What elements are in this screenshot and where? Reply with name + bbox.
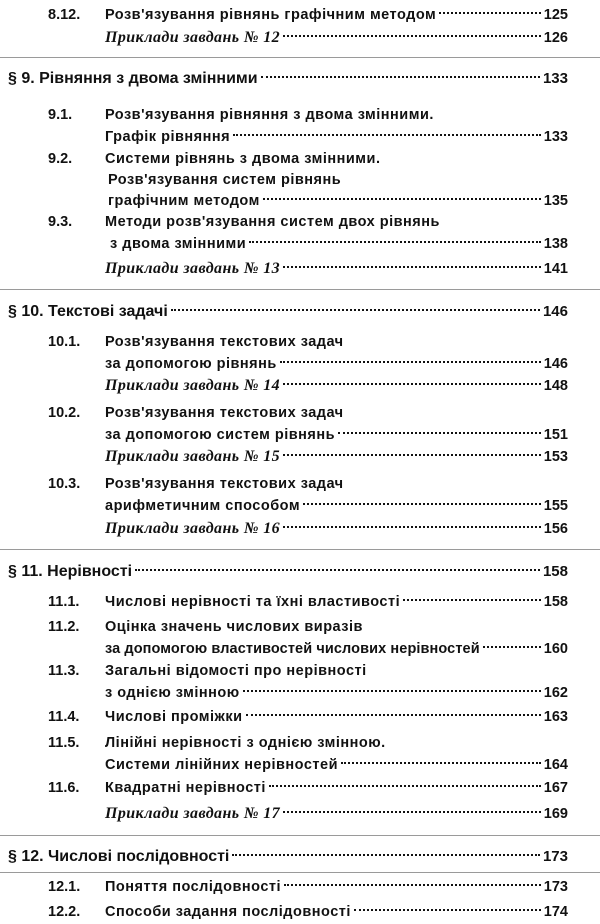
entry-number: 9.3. (48, 214, 73, 230)
entry-number: 11.2. (48, 619, 80, 635)
entry-page: 173 (543, 879, 568, 895)
entry-page: 162 (543, 685, 568, 701)
entry-page: 174 (543, 904, 568, 920)
dot-leader (284, 884, 541, 886)
entry-title-line-2: за допомогою властивостей числових нерівностей (105, 641, 480, 657)
dot-leader (483, 646, 541, 648)
entry-title-line-2: з однією змінною (105, 685, 240, 701)
entry-number: 11.3. (48, 663, 80, 679)
entry-title-line-1: Розв'язування текстових задач (105, 405, 344, 421)
entry-page: 164 (543, 757, 568, 773)
dot-leader (280, 361, 541, 363)
entry-title-line-1: Розв'язування текстових задач (105, 476, 344, 492)
entry-page: 169 (543, 806, 568, 822)
entry-title-line-1: Системи рівнянь з двома змінними. (105, 151, 381, 167)
entry-title-line-1: Лінійні нерівності з однією змінною. (105, 735, 386, 751)
section-divider (0, 872, 600, 873)
entry-title-line-2: за допомогою систем рівнянь (105, 427, 336, 443)
dot-leader (283, 811, 541, 813)
section-title: § 11. Нерівності (8, 563, 133, 580)
entry-page: 126 (543, 30, 568, 46)
entry-page: 125 (543, 7, 568, 23)
dot-leader (283, 526, 541, 528)
dot-leader (232, 854, 540, 856)
entry-page: 155 (543, 498, 568, 514)
examples-title: Приклади завдань № 13 (105, 260, 281, 277)
entry-title-line-1: Розв'язування текстових задач (105, 334, 344, 350)
entry-number: 12.2. (48, 904, 81, 920)
dot-leader (283, 454, 541, 456)
entry-title-line-1: Загальні відомості про нерівності (105, 663, 367, 679)
entry-title-line-1: Розв'язування рівняння з двома змінними. (105, 107, 434, 123)
entry-title-line-2: за допомогою рівнянь (105, 356, 277, 372)
entry-page: 156 (543, 521, 568, 537)
examples-title: Приклади завдань № 16 (105, 520, 281, 537)
entry-title: Квадратні нерівності (105, 780, 266, 796)
dot-leader (233, 134, 541, 136)
entry-page: 135 (543, 193, 568, 209)
entry-title-line-2: Графік рівняння (105, 129, 231, 145)
dot-leader (263, 198, 541, 200)
entry-page: 167 (543, 780, 568, 796)
dot-leader (283, 35, 541, 37)
entry-title: Способи задання послідовності (105, 904, 351, 920)
entry-number: 11.6. (48, 780, 80, 796)
section-divider (0, 549, 600, 550)
entry-title-line-1: Оцінка значень числових виразів (105, 619, 363, 635)
entry-number: 9.1. (48, 107, 73, 123)
dot-leader (249, 241, 541, 243)
entry-title-line-2: Системи лінійних нерівностей (105, 757, 338, 773)
section-title: § 9. Рівняння з двома змінними (8, 70, 258, 87)
dot-leader (243, 690, 541, 692)
entry-page: 148 (543, 378, 568, 394)
dot-leader (354, 909, 541, 911)
dot-leader (341, 762, 541, 764)
examples-title: Приклади завдань № 14 (105, 377, 281, 394)
entry-page: 146 (543, 356, 568, 372)
entry-title: Поняття послідовності (105, 879, 282, 895)
examples-title: Приклади завдань № 15 (105, 448, 281, 465)
dot-leader (261, 76, 540, 78)
entry-number: 12.1. (48, 879, 81, 895)
entry-title: Числові проміжки (105, 709, 243, 725)
entry-page: 141 (543, 261, 568, 277)
entry-page: 163 (543, 709, 568, 725)
section-divider (0, 835, 600, 836)
section-title: § 10. Текстові задачі (8, 303, 168, 320)
section-page: 173 (542, 848, 568, 865)
section-page: 158 (542, 563, 568, 580)
entry-title-line-1: Методи розв'язування систем двох рівнянь (105, 214, 440, 230)
entry-number: 10.2. (48, 405, 81, 421)
entry-page: 160 (543, 641, 568, 657)
entry-number: 11.4. (48, 709, 80, 725)
entry-number: 11.1. (48, 594, 80, 610)
entry-number: 11.5. (48, 735, 80, 751)
entry-page: 138 (543, 236, 568, 252)
entry-number: 10.3. (48, 476, 81, 492)
entry-title-line-2: з двома змінними (110, 236, 247, 252)
dot-leader (439, 12, 541, 14)
entry-number: 8.12. (48, 7, 81, 23)
entry-title-line-2: арифметичним способом (105, 498, 301, 514)
entry-page: 153 (543, 449, 568, 465)
entry-title: Розв'язування рівнянь графічним методом (105, 7, 437, 23)
section-divider (0, 289, 600, 290)
dot-leader (269, 785, 541, 787)
entry-number: 9.2. (48, 151, 73, 167)
entry-page: 151 (543, 427, 568, 443)
examples-title: Приклади завдань № 12 (105, 29, 281, 46)
entry-page: 158 (543, 594, 568, 610)
section-title: § 12. Числові послідовності (8, 848, 230, 865)
entry-title-line-3: графічним методом (108, 193, 260, 209)
entry-title: Числові нерівності та їхні властивості (105, 594, 401, 610)
dot-leader (246, 714, 541, 716)
dot-leader (403, 599, 541, 601)
dot-leader (338, 432, 541, 434)
section-page: 146 (542, 303, 568, 320)
examples-title: Приклади завдань № 17 (105, 805, 281, 822)
dot-leader (135, 569, 540, 571)
entry-title-line-2: Розв'язування систем рівнянь (108, 172, 342, 188)
section-divider (0, 57, 600, 58)
dot-leader (283, 266, 541, 268)
entry-number: 10.1. (48, 334, 81, 350)
entry-page: 133 (543, 129, 568, 145)
dot-leader (303, 503, 541, 505)
section-page: 133 (542, 70, 568, 87)
dot-leader (171, 309, 540, 311)
dot-leader (283, 383, 541, 385)
